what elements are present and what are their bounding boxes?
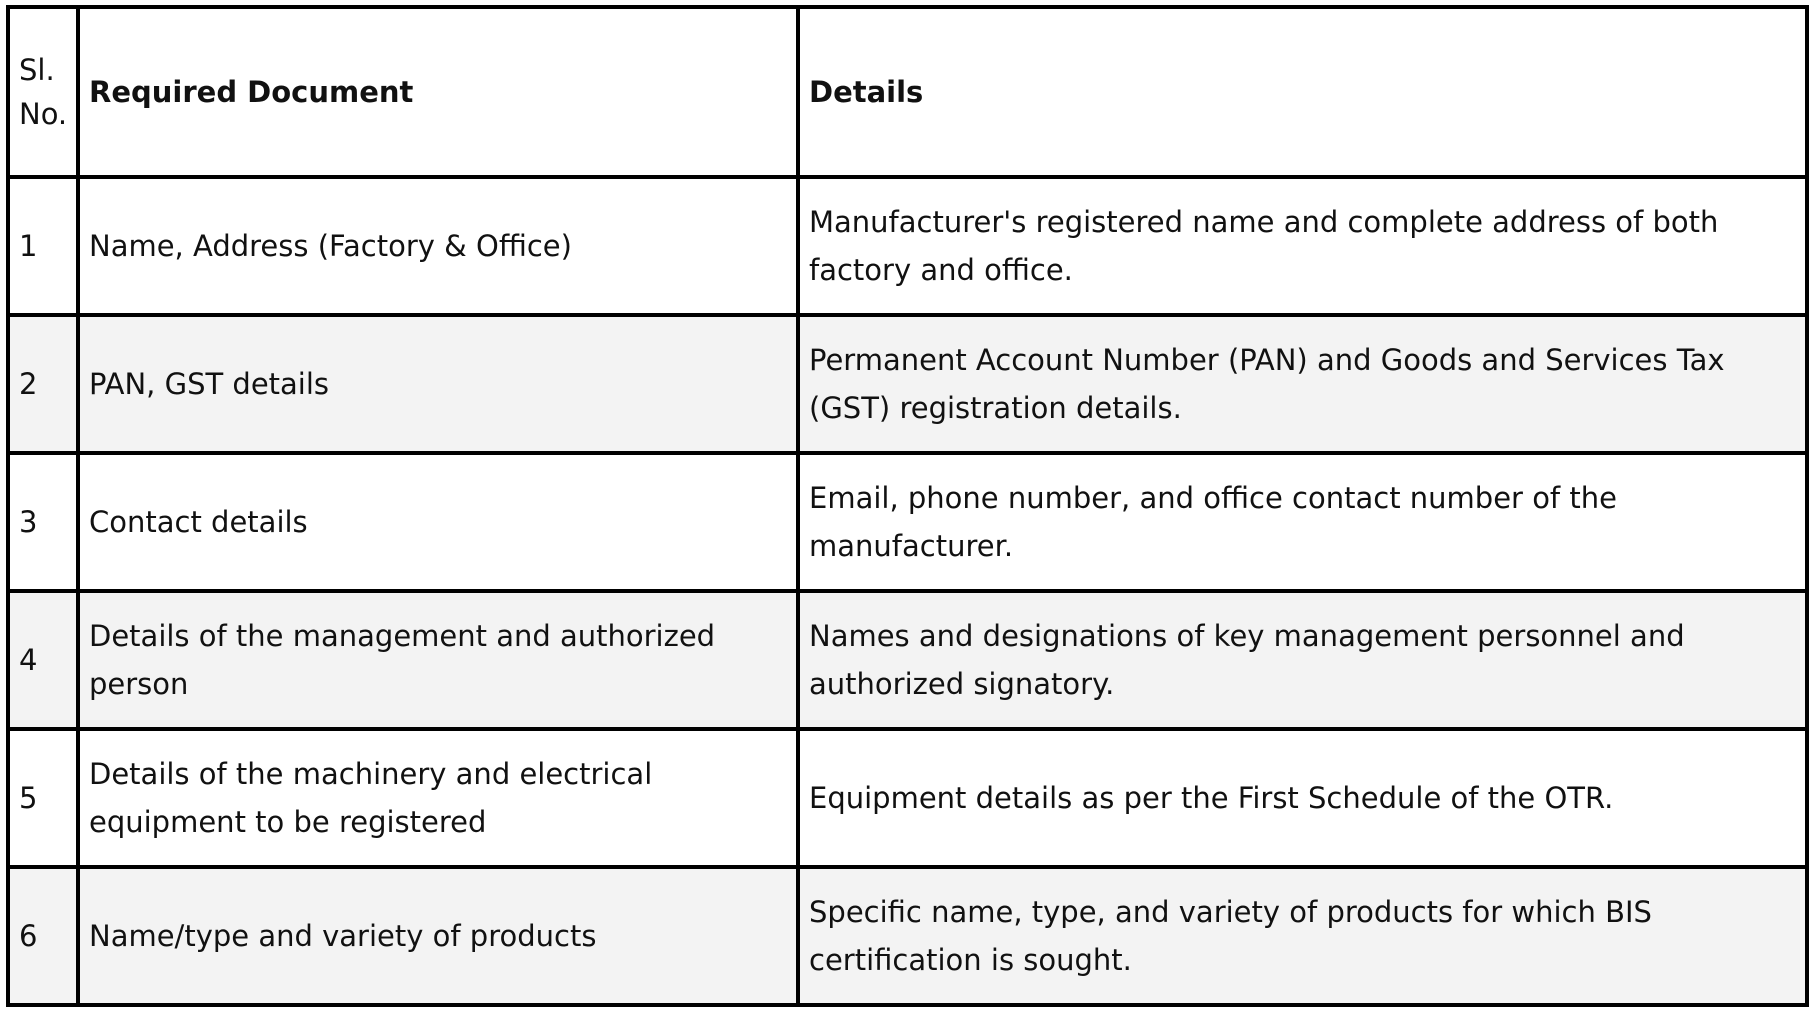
- cell-sl-no: 1: [8, 177, 78, 315]
- table-header: [8, 7, 1807, 177]
- table-row: [8, 591, 1807, 729]
- table-row: [8, 315, 1807, 453]
- table-row: [8, 177, 1807, 315]
- table-row: [8, 867, 1807, 1005]
- cell-required-document: Details of the machinery and electrical equipment to be registered: [78, 729, 798, 867]
- table-body: [8, 177, 1807, 1005]
- required-documents-table: [6, 5, 1809, 1007]
- header-required-document: Required Document: [78, 7, 798, 177]
- table-row: [8, 729, 1807, 867]
- cell-sl-no: 4: [8, 591, 78, 729]
- cell-required-document: PAN, GST details: [78, 315, 798, 453]
- cell-sl-no: 6: [8, 867, 78, 1005]
- cell-details: Names and designations of key management personnel and authorized signatory.: [798, 591, 1807, 729]
- header-row: [8, 7, 1807, 177]
- cell-required-document: Details of the management and authorized person: [78, 591, 798, 729]
- cell-required-document: Name, Address (Factory & Office): [78, 177, 798, 315]
- cell-details: Permanent Account Number (PAN) and Goods and Services Tax (GST) registration details.: [798, 315, 1807, 453]
- cell-details: Email, phone number, and office contact number of the manufacturer.: [798, 453, 1807, 591]
- cell-sl-no: 2: [8, 315, 78, 453]
- cell-details: Equipment details as per the First Schedule of the OTR.: [798, 729, 1807, 867]
- cell-sl-no: 5: [8, 729, 78, 867]
- cell-required-document: Name/type and variety of products: [78, 867, 798, 1005]
- cell-sl-no: 3: [8, 453, 78, 591]
- cell-details: Specific name, type, and variety of products for which BIS certification is sought.: [798, 867, 1807, 1005]
- cell-details: Manufacturer's registered name and complete address of both factory and office.: [798, 177, 1807, 315]
- cell-required-document: Contact details: [78, 453, 798, 591]
- table-row: [8, 453, 1807, 591]
- header-sl-no: Sl. No.: [8, 7, 78, 177]
- header-details: Details: [798, 7, 1807, 177]
